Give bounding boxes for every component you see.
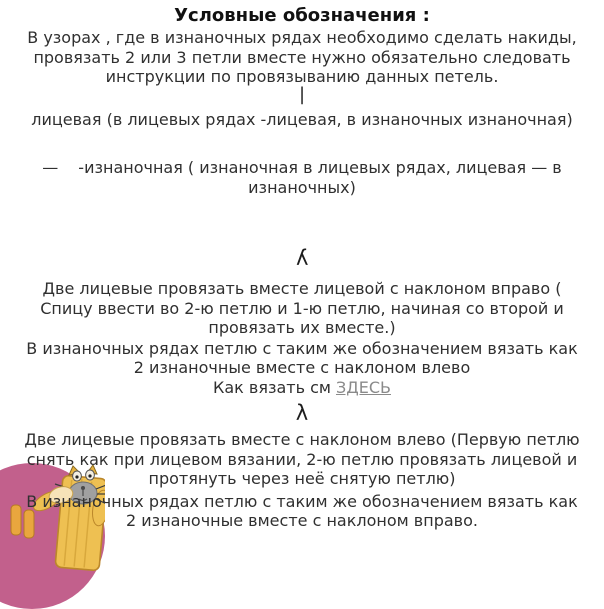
purl-stitch-icon: — bbox=[42, 158, 59, 177]
how-to-knit-prefix: Как вязать см bbox=[213, 377, 331, 397]
knit-stitch-icon bbox=[0, 85, 604, 105]
intro-paragraph: В узорах , где в изнаночных рядах необходимо сделать накиды, провязать 2 или 3 петли вместе нужно обязательно следовать инструкции по провязыванию данных петель. bbox=[27, 28, 577, 86]
k2tog-right-note: В изнаночных рядах петлю с таким же обозначением вязать как 2 изнаночные вместе с наклоном влево bbox=[26, 338, 578, 377]
k2tog-left-description: Две лицевые провязать вместе с наклоном влево (Первую петлю снять как при лицевом вязании, 2-ю петлю провязать лицевой и протянуть через неё снятую петлю) bbox=[24, 430, 580, 488]
page-title: Условные обозначения : bbox=[174, 5, 430, 26]
k2tog-right-description: Две лицевые провязать вместе лицевой с наклоном вправо ( Спицу ввести во 2-ю петлю и 1-ю петлю, начиная со второй и провязать их вместе.) bbox=[40, 279, 564, 337]
knit-stitch-description: лицевая (в лицевых рядах -лицевая, в изнаночных изнаночная) bbox=[31, 109, 573, 129]
k2tog-left-note: В изнаночных рядах петлю с таким же обозначением вязать как 2 изнаночные вместе с наклоном вправо. bbox=[26, 491, 578, 530]
k2tog-right-glyph: λ bbox=[295, 246, 309, 270]
k2tog-right-icon bbox=[0, 246, 604, 270]
k2tog-left-icon bbox=[0, 401, 604, 425]
purl-stitch-description: -изнаночная ( изнаночная в лицевых рядах, лицевая — в изнаночных) bbox=[78, 158, 562, 197]
page bbox=[0, 5, 604, 533]
purl-stitch-row bbox=[23, 158, 581, 197]
legend-document bbox=[0, 5, 604, 531]
here-link[interactable]: ЗДЕСЬ bbox=[335, 377, 391, 397]
knit-stitch-glyph: | bbox=[298, 83, 306, 105]
k2tog-left-glyph: λ bbox=[295, 401, 309, 425]
how-to-knit-line bbox=[23, 378, 581, 398]
